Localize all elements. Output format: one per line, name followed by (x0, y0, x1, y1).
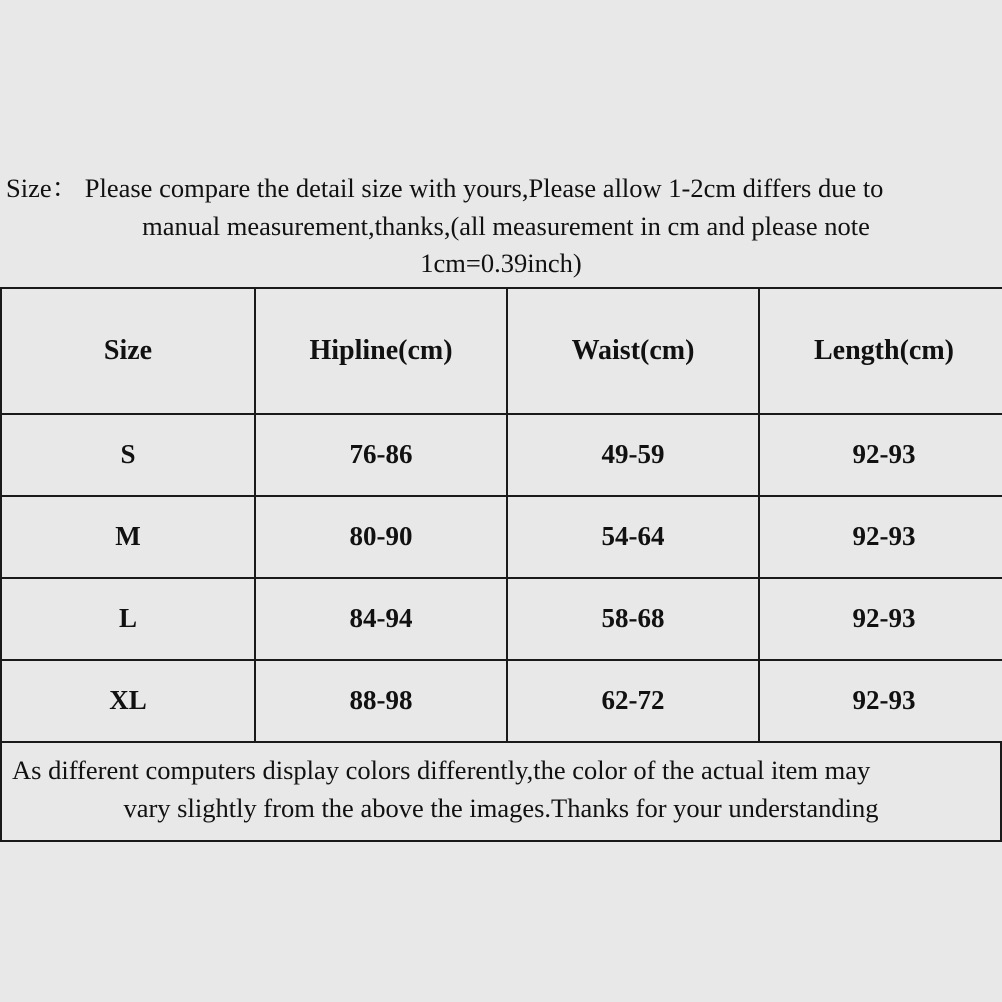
top-note (0, 160, 1002, 287)
cell-waist: 49-59 (507, 414, 759, 496)
cell-size: M (1, 496, 255, 578)
cell-size: L (1, 578, 255, 660)
cell-waist: 62-72 (507, 660, 759, 742)
cell-length: 92-93 (759, 660, 1002, 742)
column-header-length: Length(cm) (759, 288, 1002, 414)
table-row (1, 660, 1002, 742)
cell-waist: 58-68 (507, 578, 759, 660)
table-row (1, 414, 1002, 496)
cell-length: 92-93 (759, 578, 1002, 660)
top-note-line-3: 1cm=0.39inch) (420, 248, 582, 279)
bottom-note-line-1: As different computers display colors differently,the color of the actual item may (12, 754, 871, 785)
cell-length: 92-93 (759, 496, 1002, 578)
column-header-hipline: Hipline(cm) (255, 288, 507, 414)
bottom-note (0, 743, 1002, 842)
table-header-row (1, 288, 1002, 414)
cell-hipline: 88-98 (255, 660, 507, 742)
cell-hipline: 76-86 (255, 414, 507, 496)
cell-hipline: 80-90 (255, 496, 507, 578)
cell-hipline: 84-94 (255, 578, 507, 660)
size-chart-sheet (0, 160, 1002, 842)
column-header-waist: Waist(cm) (507, 288, 759, 414)
cell-waist: 54-64 (507, 496, 759, 578)
size-table (0, 287, 1002, 743)
cell-size: S (1, 414, 255, 496)
table-row (1, 496, 1002, 578)
column-header-size: Size (1, 288, 255, 414)
cell-length: 92-93 (759, 414, 1002, 496)
table-row (1, 578, 1002, 660)
top-note-line-2: manual measurement,thanks,(all measurement in cm and please note (142, 210, 870, 241)
bottom-note-line-2: vary slightly from the above the images.Thanks for your understanding (123, 793, 879, 824)
cell-size: XL (1, 660, 255, 742)
top-note-line-1: Size： Please compare the detail size with yours,Please allow 1-2cm differs due to (6, 173, 884, 203)
